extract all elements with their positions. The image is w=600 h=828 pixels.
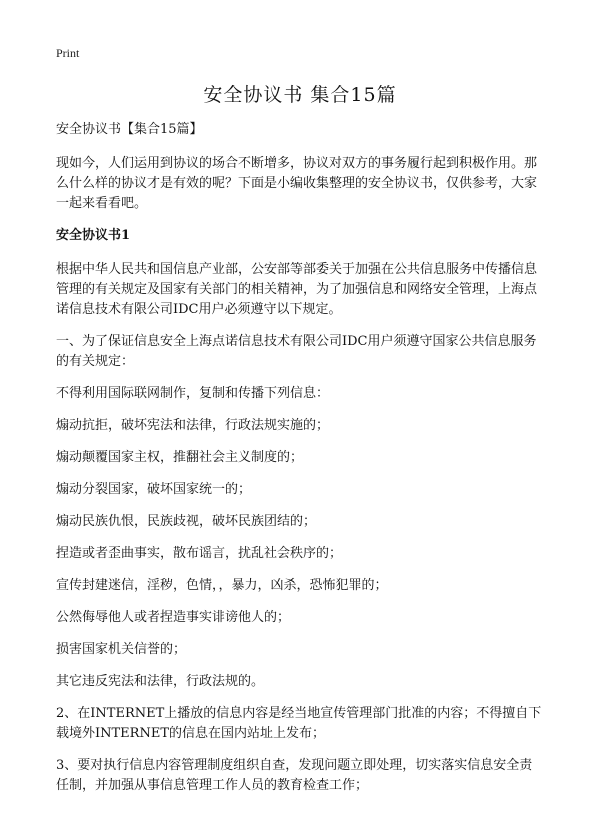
paragraph: 损害国家机关信誉的； [56,642,187,657]
paragraph: 宣传封建迷信，淫秽，色情，，暴力，凶杀，恐怖犯罪的； [56,578,388,593]
document-subtitle: 安全协议书【集合15篇】 [56,122,203,137]
document-body [56,120,544,808]
document-title: 安全协议书 集合15篇 [203,84,397,106]
paragraph: 其它违反宪法和法律，行政法规的。 [56,674,265,689]
intro-paragraph: 现如今，人们运用到协议的场合不断增多，协议对双方的事务履行起到积极作用。那么什么样的协议才是有效的呢？下面是小编收集整理的安全协议书，仅供参考，大家一起来看看吧。 [56,156,538,211]
paragraph: 3、要对执行信息内容管理制度组织自查，发现问题立即处理，切实落实信息安全责任制，并加强从事信息管理工作人员的教育检查工作； [56,758,533,793]
paragraph: 不得利用国际联网制作，复制和传播下列信息： [56,386,330,401]
paragraph: 根据中华人民共和国信息产业部，公安部等部委关于加强在公共信息服务中传播信息管理的有关规定及国家有关部门的相关精神，为了加强信息和网络安全管理，上海点诺信息技术有限公司IDC用户必须遵守以下规定。 [56,262,538,317]
paragraph: 煽动民族仇恨，民族歧视，破坏民族团结的； [56,514,317,529]
paragraph: 煽动分裂国家，破坏国家统一的； [56,482,252,497]
paragraph: 煽动抗拒，破坏宪法和法律，行政法规实施的； [56,418,330,433]
section-heading: 安全协议书1 [56,228,131,243]
paragraph: 煽动颠覆国家主权，推翻社会主义制度的； [56,450,304,465]
print-link[interactable]: Print [56,46,80,60]
paragraph: 捏造或者歪曲事实，散布谣言，扰乱社会秩序的； [56,546,343,561]
paragraph: 2、在INTERNET上播放的信息内容是经当地宣传管理部门批准的内容；不得擅自下载境外INTERNET的信息在国内站址上发布； [56,706,542,741]
paragraph: 一、为了保证信息安全上海点诺信息技术有限公司IDC用户须遵守国家公共信息服务的有关规定： [56,334,537,369]
paragraph: 公然侮辱他人或者捏造事实诽谤他人的； [56,610,291,625]
